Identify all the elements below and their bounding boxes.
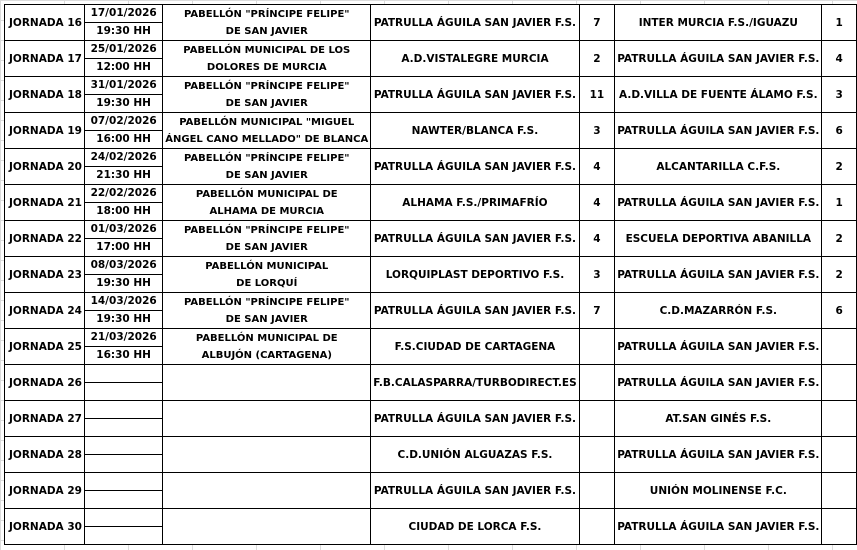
venue-cell[interactable] [163,257,371,293]
away-score-cell[interactable]: 2 [822,257,857,293]
venue-line: PABELLÓN "PRÍNCIPE FELIPE" [184,80,350,92]
venue-line [165,366,368,383]
date-time-cell[interactable] [84,5,162,41]
home-team-cell[interactable]: PATRULLA ÁGUILA SAN JAVIER F.S. [371,293,579,329]
table-row [5,77,857,113]
venue-cell[interactable] [163,149,371,185]
table-row [5,329,857,365]
home-score-cell[interactable]: 11 [579,77,615,113]
jornada-cell[interactable]: JORNADA 27 [5,401,85,437]
home-team-cell[interactable]: PATRULLA ÁGUILA SAN JAVIER F.S. [371,221,579,257]
venue-cell[interactable] [163,509,371,545]
venue-line [165,527,368,544]
home-score-cell[interactable]: 3 [579,257,615,293]
table-row [5,437,857,473]
jornada-cell[interactable]: JORNADA 21 [5,185,85,221]
venue-line: PABELLÓN MUNICIPAL DE [195,332,338,344]
venue-line [165,402,368,419]
away-score-cell[interactable]: 2 [822,221,857,257]
fixtures-body [5,5,857,545]
away-score-cell[interactable]: 4 [822,41,857,77]
venue-cell[interactable] [163,185,371,221]
match-time [85,383,162,400]
venue-line: PABELLÓN MUNICIPAL "MIGUEL [179,116,355,128]
away-team-cell[interactable]: PATRULLA ÁGUILA SAN JAVIER F.S. [615,437,822,473]
venue-cell[interactable] [163,329,371,365]
match-time: 19:30 HH [96,277,151,289]
home-score-cell[interactable]: 4 [579,149,615,185]
jornada-cell[interactable]: JORNADA 26 [5,365,85,401]
home-team-cell[interactable]: F.S.CIUDAD DE CARTAGENA [371,329,579,365]
date-time-cell[interactable] [84,185,162,221]
match-date [85,401,162,419]
venue-line: DE SAN JAVIER [225,169,308,181]
venue-cell[interactable] [163,437,371,473]
date-time-cell[interactable] [84,401,162,437]
date-time-cell[interactable] [84,437,162,473]
jornada-cell[interactable]: JORNADA 25 [5,329,85,365]
jornada-cell[interactable]: JORNADA 16 [5,5,85,41]
home-score-cell[interactable]: 7 [579,293,615,329]
away-score-cell[interactable] [822,509,857,545]
venue-line: DE LORQUÍ [236,277,298,289]
venue-cell[interactable] [163,365,371,401]
table-row [5,293,857,329]
away-team-cell[interactable]: PATRULLA ÁGUILA SAN JAVIER F.S. [615,509,822,545]
venue-line: PABELLÓN "PRÍNCIPE FELIPE" [184,296,350,308]
match-date: 14/03/2026 [85,293,162,311]
venue-line: DE SAN JAVIER [225,25,308,37]
match-time: 18:00 HH [96,205,151,217]
home-team-cell[interactable]: C.D.UNIÓN ALGUAZAS F.S. [371,437,579,473]
away-team-cell[interactable]: PATRULLA ÁGUILA SAN JAVIER F.S. [615,329,822,365]
table-row [5,365,857,401]
date-time-cell[interactable] [84,473,162,509]
table-row [5,185,857,221]
date-time-cell[interactable] [84,257,162,293]
venue-line [165,438,368,455]
match-time: 21:30 HH [96,169,151,181]
home-score-cell[interactable] [579,509,615,545]
home-team-cell[interactable]: PATRULLA ÁGUILA SAN JAVIER F.S. [371,5,579,41]
away-team-cell[interactable]: C.D.MAZARRÓN F.S. [615,293,822,329]
home-team-cell[interactable]: A.D.VISTALEGRE MURCIA [371,41,579,77]
date-time-cell[interactable] [84,113,162,149]
home-score-cell[interactable] [579,473,615,509]
away-score-cell[interactable]: 6 [822,113,857,149]
jornada-cell[interactable]: JORNADA 19 [5,113,85,149]
home-team-cell[interactable]: F.B.CALASPARRA/TURBODIRECT.ES [371,365,579,401]
home-score-cell[interactable] [579,365,615,401]
date-time-cell[interactable] [84,77,162,113]
venue-cell[interactable] [163,77,371,113]
table-row [5,401,857,437]
match-date: 25/01/2026 [85,41,162,59]
venue-cell[interactable] [163,293,371,329]
jornada-cell[interactable]: JORNADA 18 [5,77,85,113]
table-row [5,113,857,149]
venue-line: DE SAN JAVIER [225,97,308,109]
match-date [85,473,162,491]
away-team-cell[interactable]: AT.SAN GINÉS F.S. [615,401,822,437]
venue-line: DE SAN JAVIER [225,313,308,325]
away-score-cell[interactable]: 6 [822,293,857,329]
table-row [5,473,857,509]
venue-cell[interactable] [163,473,371,509]
date-time-cell[interactable] [84,149,162,185]
match-date: 22/02/2026 [85,185,162,203]
table-row [5,149,857,185]
jornada-cell[interactable]: JORNADA 20 [5,149,85,185]
away-score-cell[interactable] [822,365,857,401]
away-score-cell[interactable] [822,473,857,509]
venue-line [165,474,368,491]
date-time-cell[interactable] [84,365,162,401]
away-team-cell[interactable]: PATRULLA ÁGUILA SAN JAVIER F.S. [615,113,822,149]
match-date [85,509,162,527]
venue-line: ALHAMA DE MURCIA [209,205,325,217]
venue-line [165,510,368,527]
date-time-cell[interactable] [84,221,162,257]
fixtures-table [4,4,857,545]
away-team-cell[interactable]: UNIÓN MOLINENSE F.C. [615,473,822,509]
jornada-cell[interactable]: JORNADA 17 [5,41,85,77]
venue-line: PABELLÓN MUNICIPAL [205,260,329,272]
away-team-cell[interactable]: PATRULLA ÁGUILA SAN JAVIER F.S. [615,41,822,77]
venue-line: PABELLÓN "PRÍNCIPE FELIPE" [184,152,350,164]
away-team-cell[interactable]: ALCANTARILLA C.F.S. [615,149,822,185]
date-time-cell[interactable] [84,329,162,365]
home-team-cell[interactable]: PATRULLA ÁGUILA SAN JAVIER F.S. [371,401,579,437]
jornada-cell[interactable]: JORNADA 28 [5,437,85,473]
venue-line [165,491,368,508]
venue-cell[interactable] [163,41,371,77]
away-team-cell[interactable]: INTER MURCIA F.S./IGUAZU [615,5,822,41]
venue-line: PABELLÓN MUNICIPAL DE [195,188,338,200]
match-date: 24/02/2026 [85,149,162,167]
away-score-cell[interactable] [822,401,857,437]
venue-line [165,383,368,400]
home-score-cell[interactable]: 2 [579,41,615,77]
home-score-cell[interactable] [579,437,615,473]
match-time: 12:00 HH [96,61,151,73]
match-time: 19:30 HH [96,25,151,37]
away-team-cell[interactable]: ESCUELA DEPORTIVA ABANILLA [615,221,822,257]
jornada-cell[interactable]: JORNADA 22 [5,221,85,257]
match-date: 07/02/2026 [85,113,162,131]
venue-cell[interactable] [163,221,371,257]
match-time: 16:30 HH [96,349,151,361]
home-team-cell[interactable]: ALHAMA F.S./PRIMAFRÍO [371,185,579,221]
match-date [85,365,162,383]
home-team-cell[interactable]: PATRULLA ÁGUILA SAN JAVIER F.S. [371,77,579,113]
match-date: 31/01/2026 [85,77,162,95]
away-score-cell[interactable]: 1 [822,185,857,221]
match-time [85,455,162,472]
venue-line [165,419,368,436]
jornada-cell[interactable]: JORNADA 29 [5,473,85,509]
jornada-cell[interactable]: JORNADA 24 [5,293,85,329]
table-row [5,257,857,293]
away-team-cell[interactable]: PATRULLA ÁGUILA SAN JAVIER F.S. [615,365,822,401]
away-score-cell[interactable]: 1 [822,5,857,41]
home-team-cell[interactable]: CIUDAD DE LORCA F.S. [371,509,579,545]
jornada-cell[interactable]: JORNADA 23 [5,257,85,293]
venue-line [165,455,368,472]
date-time-cell[interactable] [84,293,162,329]
venue-cell[interactable] [163,401,371,437]
away-score-cell[interactable] [822,437,857,473]
match-time: 19:30 HH [96,313,151,325]
date-time-cell[interactable] [84,509,162,545]
match-date: 17/01/2026 [85,5,162,23]
home-team-cell[interactable]: PATRULLA ÁGUILA SAN JAVIER F.S. [371,149,579,185]
venue-cell[interactable] [163,5,371,41]
home-team-cell[interactable]: NAWTER/BLANCA F.S. [371,113,579,149]
away-score-cell[interactable]: 2 [822,149,857,185]
venue-line: ALBUJÓN (CARTAGENA) [201,349,332,361]
away-score-cell[interactable] [822,329,857,365]
table-row [5,221,857,257]
match-time: 19:30 HH [96,97,151,109]
table-row [5,5,857,41]
match-time [85,419,162,436]
venue-line: DE SAN JAVIER [225,241,308,253]
venue-line: DOLORES DE MURCIA [206,61,327,73]
match-time: 16:00 HH [96,133,151,145]
jornada-cell[interactable]: JORNADA 30 [5,509,85,545]
match-date: 01/03/2026 [85,221,162,239]
table-row [5,509,857,545]
match-date [85,437,162,455]
match-date: 21/03/2026 [85,329,162,347]
home-score-cell[interactable]: 3 [579,113,615,149]
match-time [85,491,162,508]
away-team-cell[interactable]: A.D.VILLA DE FUENTE ÁLAMO F.S. [615,77,822,113]
venue-line: PABELLÓN "PRÍNCIPE FELIPE" [184,8,350,20]
venue-cell[interactable] [163,113,371,149]
table-row [5,41,857,77]
home-score-cell[interactable]: 4 [579,221,615,257]
home-team-cell[interactable]: LORQUIPLAST DEPORTIVO F.S. [371,257,579,293]
match-time [85,527,162,544]
away-score-cell[interactable]: 3 [822,77,857,113]
home-score-cell[interactable] [579,401,615,437]
away-team-cell[interactable]: PATRULLA ÁGUILA SAN JAVIER F.S. [615,185,822,221]
home-score-cell[interactable]: 4 [579,185,615,221]
venue-line: ÁNGEL CANO MELLADO" DE BLANCA [165,133,369,145]
venue-line: PABELLÓN MUNICIPAL DE LOS [183,44,351,56]
home-team-cell[interactable]: PATRULLA ÁGUILA SAN JAVIER F.S. [371,473,579,509]
home-score-cell[interactable]: 7 [579,5,615,41]
venue-line: PABELLÓN "PRÍNCIPE FELIPE" [184,224,350,236]
match-date: 08/03/2026 [85,257,162,275]
match-time: 17:00 HH [96,241,151,253]
home-score-cell[interactable] [579,329,615,365]
away-team-cell[interactable]: PATRULLA ÁGUILA SAN JAVIER F.S. [615,257,822,293]
date-time-cell[interactable] [84,41,162,77]
